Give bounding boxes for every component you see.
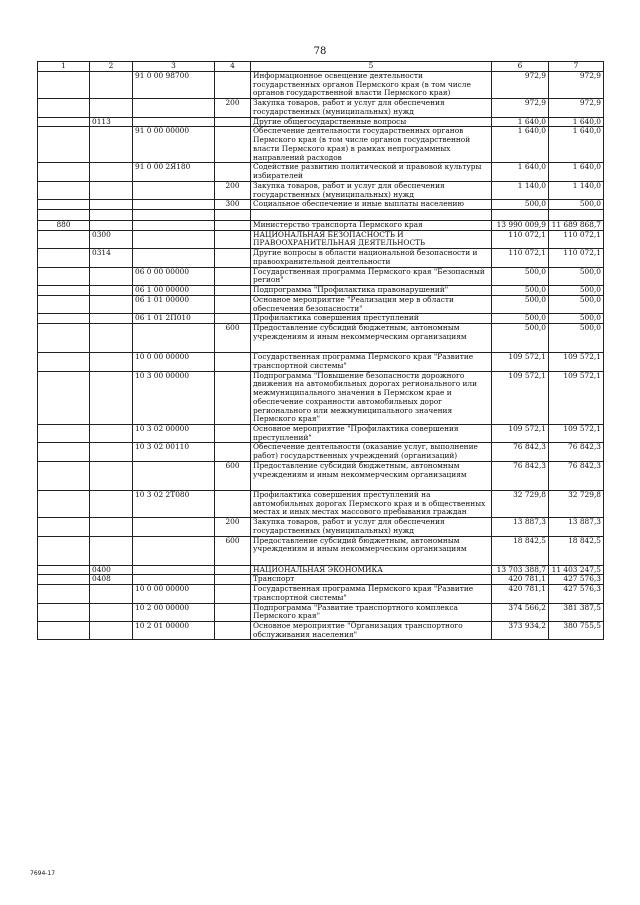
amount-year-1-cell: 109 572,1 bbox=[492, 353, 549, 371]
amount-year-1-cell: 420 781,1 bbox=[492, 585, 549, 603]
table-body bbox=[38, 72, 604, 640]
section-code-cell bbox=[90, 585, 133, 603]
header-cell: 4 bbox=[215, 62, 251, 72]
department-code-cell bbox=[38, 99, 90, 117]
amount-year-1-cell: 500,0 bbox=[492, 314, 549, 324]
department-code-cell bbox=[38, 621, 90, 639]
expense-type-cell bbox=[215, 230, 251, 248]
expense-type-cell bbox=[215, 603, 251, 621]
department-code-cell bbox=[38, 286, 90, 296]
department-code-cell bbox=[38, 230, 90, 248]
amount-year-1-cell: 500,0 bbox=[492, 324, 549, 353]
expense-type-cell bbox=[215, 371, 251, 424]
section-code-cell bbox=[90, 221, 133, 231]
table-row bbox=[38, 221, 604, 231]
table-row bbox=[38, 518, 604, 536]
description-cell: Социальное обеспечение и иные выплаты населению bbox=[251, 200, 492, 210]
section-code-cell bbox=[90, 353, 133, 371]
amount-year-1-cell: 110 072,1 bbox=[492, 230, 549, 248]
description-cell: Другие вопросы в области национальной безопасности и правоохранительной деятельности bbox=[251, 249, 492, 267]
amount-year-2-cell: 380 755,5 bbox=[549, 621, 604, 639]
section-code-cell bbox=[90, 490, 133, 517]
table-row bbox=[38, 371, 604, 424]
amount-year-2-cell: 500,0 bbox=[549, 324, 604, 353]
description-cell: Обеспечение деятельности государственных органов Пермского края (в том числе органов государственной власти Пермского края) в рамках непрограммных направлений расходов bbox=[251, 127, 492, 163]
table-row bbox=[38, 536, 604, 565]
department-code-cell bbox=[38, 536, 90, 565]
header-cell: 5 bbox=[251, 62, 492, 72]
department-code-cell bbox=[38, 181, 90, 199]
amount-year-2-cell: 500,0 bbox=[549, 286, 604, 296]
target-article-cell bbox=[133, 536, 215, 565]
amount-year-1-cell: 1 140,0 bbox=[492, 181, 549, 199]
amount-year-2-cell bbox=[549, 210, 604, 221]
expense-type-cell bbox=[215, 210, 251, 221]
amount-year-1-cell: 500,0 bbox=[492, 286, 549, 296]
description-cell: НАЦИОНАЛЬНАЯ ЭКОНОМИКА bbox=[251, 565, 492, 575]
target-article-cell bbox=[133, 210, 215, 221]
department-code-cell bbox=[38, 117, 90, 127]
description-cell: НАЦИОНАЛЬНАЯ БЕЗОПАСНОСТЬ И ПРАВООХРАНИТЕЛЬНАЯ ДЕЯТЕЛЬНОСТЬ bbox=[251, 230, 492, 248]
amount-year-2-cell: 381 387,5 bbox=[549, 603, 604, 621]
description-cell: Обеспечение деятельности (оказание услуг, выполнение работ) государственных учреждений (организаций) bbox=[251, 443, 492, 461]
expense-type-cell bbox=[215, 221, 251, 231]
target-article-cell bbox=[133, 518, 215, 536]
expense-type-cell bbox=[215, 443, 251, 461]
amount-year-1-cell: 110 072,1 bbox=[492, 249, 549, 267]
amount-year-1-cell: 420 781,1 bbox=[492, 575, 549, 585]
department-code-cell bbox=[38, 200, 90, 210]
description-cell: Государственная программа Пермского края "Развитие транспортной системы" bbox=[251, 585, 492, 603]
description-cell: Подпрограмма "Профилактика правонарушений" bbox=[251, 286, 492, 296]
description-cell: Подпрограмма "Развитие транспортного комплекса Пермского края" bbox=[251, 603, 492, 621]
amount-year-2-cell: 1 640,0 bbox=[549, 163, 604, 181]
table-row bbox=[38, 117, 604, 127]
department-code-cell bbox=[38, 210, 90, 221]
section-code-cell bbox=[90, 295, 133, 313]
amount-year-1-cell: 1 640,0 bbox=[492, 127, 549, 163]
expense-type-cell bbox=[215, 424, 251, 442]
amount-year-1-cell: 500,0 bbox=[492, 200, 549, 210]
target-article-cell: 10 2 00 00000 bbox=[133, 603, 215, 621]
expense-type-cell: 200 bbox=[215, 99, 251, 117]
section-code-cell bbox=[90, 267, 133, 285]
department-code-cell bbox=[38, 72, 90, 99]
amount-year-1-cell: 1 640,0 bbox=[492, 117, 549, 127]
amount-year-1-cell: 109 572,1 bbox=[492, 371, 549, 424]
header-cell: 6 bbox=[492, 62, 549, 72]
section-code-cell: 0300 bbox=[90, 230, 133, 248]
table-row bbox=[38, 603, 604, 621]
target-article-cell: 10 0 00 00000 bbox=[133, 353, 215, 371]
amount-year-2-cell: 1 140,0 bbox=[549, 181, 604, 199]
department-code-cell bbox=[38, 249, 90, 267]
amount-year-2-cell: 427 576,3 bbox=[549, 585, 604, 603]
table-row bbox=[38, 286, 604, 296]
amount-year-2-cell: 1 640,0 bbox=[549, 127, 604, 163]
expense-type-cell: 200 bbox=[215, 181, 251, 199]
section-code-cell bbox=[90, 200, 133, 210]
target-article-cell: 06 1 01 00000 bbox=[133, 295, 215, 313]
amount-year-2-cell: 109 572,1 bbox=[549, 353, 604, 371]
amount-year-1-cell: 76 842,3 bbox=[492, 461, 549, 490]
description-cell: Закупка товаров, работ и услуг для обеспечения государственных (муниципальных) нужд bbox=[251, 181, 492, 199]
amount-year-2-cell: 11 403 247,5 bbox=[549, 565, 604, 575]
header-cell: 1 bbox=[38, 62, 90, 72]
department-code-cell bbox=[38, 371, 90, 424]
table-row bbox=[38, 181, 604, 199]
expense-type-cell bbox=[215, 163, 251, 181]
section-code-cell bbox=[90, 424, 133, 442]
target-article-cell bbox=[133, 324, 215, 353]
target-article-cell: 91 0 00 00000 bbox=[133, 127, 215, 163]
department-code-cell bbox=[38, 565, 90, 575]
description-cell: Основное мероприятие "Реализация мер в области обеспечения безопасности" bbox=[251, 295, 492, 313]
target-article-cell bbox=[133, 117, 215, 127]
department-code-cell bbox=[38, 353, 90, 371]
target-article-cell: 10 0 00 00000 bbox=[133, 585, 215, 603]
section-code-cell bbox=[90, 324, 133, 353]
footer-code: 7694-17 bbox=[30, 870, 56, 877]
table-row bbox=[38, 99, 604, 117]
department-code-cell bbox=[38, 585, 90, 603]
target-article-cell bbox=[133, 230, 215, 248]
description-cell: Министерство транспорта Пермского края bbox=[251, 221, 492, 231]
department-code-cell bbox=[38, 490, 90, 517]
amount-year-1-cell: 374 566,2 bbox=[492, 603, 549, 621]
section-code-cell: 0113 bbox=[90, 117, 133, 127]
table-row bbox=[38, 163, 604, 181]
table-row bbox=[38, 490, 604, 517]
table-row bbox=[38, 295, 604, 313]
target-article-cell: 10 3 02 00000 bbox=[133, 424, 215, 442]
header-cell: 3 bbox=[133, 62, 215, 72]
table-row bbox=[38, 575, 604, 585]
expense-type-cell bbox=[215, 127, 251, 163]
amount-year-1-cell: 13 703 388,7 bbox=[492, 565, 549, 575]
expense-type-cell bbox=[215, 314, 251, 324]
amount-year-1-cell bbox=[492, 210, 549, 221]
description-cell: Предоставление субсидий бюджетным, автономным учреждениям и иным некоммерческим организациям bbox=[251, 536, 492, 565]
amount-year-2-cell: 11 689 868,7 bbox=[549, 221, 604, 231]
amount-year-2-cell: 110 072,1 bbox=[549, 249, 604, 267]
department-code-cell bbox=[38, 295, 90, 313]
target-article-cell bbox=[133, 565, 215, 575]
amount-year-1-cell: 972,9 bbox=[492, 99, 549, 117]
expense-type-cell: 200 bbox=[215, 518, 251, 536]
target-article-cell: 91 0 00 98700 bbox=[133, 72, 215, 99]
target-article-cell: 10 3 02 2Т080 bbox=[133, 490, 215, 517]
target-article-cell: 10 3 02 00110 bbox=[133, 443, 215, 461]
description-cell: Предоставление субсидий бюджетным, автономным учреждениям и иным некоммерческим организациям bbox=[251, 461, 492, 490]
department-code-cell bbox=[38, 267, 90, 285]
header-cell: 2 bbox=[90, 62, 133, 72]
header-cell: 7 bbox=[549, 62, 604, 72]
section-code-cell bbox=[90, 210, 133, 221]
department-code-cell: 880 bbox=[38, 221, 90, 231]
section-code-cell bbox=[90, 443, 133, 461]
description-cell: Информационное освещение деятельности государственных органов Пермского края (в том числе органов государственной власти Пермского края) bbox=[251, 72, 492, 99]
amount-year-1-cell: 76 842,3 bbox=[492, 443, 549, 461]
department-code-cell bbox=[38, 443, 90, 461]
target-article-cell bbox=[133, 181, 215, 199]
table-row bbox=[38, 230, 604, 248]
description-cell: Основное мероприятие "Профилактика совершения преступлений" bbox=[251, 424, 492, 442]
section-code-cell: 0314 bbox=[90, 249, 133, 267]
amount-year-2-cell: 1 640,0 bbox=[549, 117, 604, 127]
description-cell: Профилактика совершения преступлений на автомобильных дорогах Пермского края и в общественных местах и иных местах массового пребывания граждан bbox=[251, 490, 492, 517]
amount-year-2-cell: 500,0 bbox=[549, 295, 604, 313]
amount-year-1-cell: 13 990 009,9 bbox=[492, 221, 549, 231]
amount-year-1-cell: 500,0 bbox=[492, 267, 549, 285]
amount-year-2-cell: 13 887,3 bbox=[549, 518, 604, 536]
amount-year-2-cell: 32 729,8 bbox=[549, 490, 604, 517]
amount-year-1-cell: 13 887,3 bbox=[492, 518, 549, 536]
table-row bbox=[38, 621, 604, 639]
table-row bbox=[38, 200, 604, 210]
description-cell: Закупка товаров, работ и услуг для обеспечения государственных (муниципальных) нужд bbox=[251, 99, 492, 117]
amount-year-1-cell: 500,0 bbox=[492, 295, 549, 313]
description-cell: Подпрограмма "Повышение безопасности дорожного движения на автомобильных дорогах регионального или межмуниципального значения в Пермском крае и обеспечение сохранности автомобильных дорог регионального или межмуниципального значения Пермского края" bbox=[251, 371, 492, 424]
amount-year-1-cell: 1 640,0 bbox=[492, 163, 549, 181]
section-code-cell bbox=[90, 518, 133, 536]
table-row bbox=[38, 424, 604, 442]
target-article-cell bbox=[133, 249, 215, 267]
table-row bbox=[38, 127, 604, 163]
section-code-cell bbox=[90, 72, 133, 99]
table-row bbox=[38, 72, 604, 99]
expense-type-cell bbox=[215, 267, 251, 285]
amount-year-2-cell: 427 576,3 bbox=[549, 575, 604, 585]
description-cell: Государственная программа Пермского края "Развитие транспортной системы" bbox=[251, 353, 492, 371]
amount-year-2-cell: 500,0 bbox=[549, 267, 604, 285]
section-code-cell bbox=[90, 286, 133, 296]
target-article-cell bbox=[133, 575, 215, 585]
amount-year-2-cell: 109 572,1 bbox=[549, 424, 604, 442]
expense-type-cell bbox=[215, 295, 251, 313]
expense-type-cell bbox=[215, 490, 251, 517]
description-cell: Предоставление субсидий бюджетным, автономным учреждениям и иным некоммерческим организациям bbox=[251, 324, 492, 353]
amount-year-1-cell: 972,9 bbox=[492, 72, 549, 99]
amount-year-2-cell: 76 842,3 bbox=[549, 461, 604, 490]
target-article-cell bbox=[133, 99, 215, 117]
section-code-cell bbox=[90, 181, 133, 199]
expense-type-cell bbox=[215, 117, 251, 127]
description-cell: Другие общегосударственные вопросы bbox=[251, 117, 492, 127]
table-row bbox=[38, 461, 604, 490]
expense-type-cell: 300 bbox=[215, 200, 251, 210]
target-article-cell: 91 0 00 2Я180 bbox=[133, 163, 215, 181]
expense-type-cell bbox=[215, 585, 251, 603]
amount-year-1-cell: 32 729,8 bbox=[492, 490, 549, 517]
header-row bbox=[38, 62, 604, 72]
department-code-cell bbox=[38, 163, 90, 181]
table-row bbox=[38, 565, 604, 575]
target-article-cell: 06 1 00 00000 bbox=[133, 286, 215, 296]
section-code-cell bbox=[90, 163, 133, 181]
section-code-cell: 0408 bbox=[90, 575, 133, 585]
section-code-cell bbox=[90, 536, 133, 565]
department-code-cell bbox=[38, 603, 90, 621]
table-row bbox=[38, 324, 604, 353]
expense-type-cell: 600 bbox=[215, 536, 251, 565]
department-code-cell bbox=[38, 424, 90, 442]
target-article-cell bbox=[133, 200, 215, 210]
page-number: 78 bbox=[313, 46, 327, 57]
section-code-cell bbox=[90, 314, 133, 324]
amount-year-1-cell: 18 842,5 bbox=[492, 536, 549, 565]
department-code-cell bbox=[38, 324, 90, 353]
expense-type-cell bbox=[215, 286, 251, 296]
department-code-cell bbox=[38, 575, 90, 585]
expense-type-cell: 600 bbox=[215, 461, 251, 490]
department-code-cell bbox=[38, 314, 90, 324]
amount-year-2-cell: 18 842,5 bbox=[549, 536, 604, 565]
table-row bbox=[38, 249, 604, 267]
spacer-row bbox=[38, 210, 604, 221]
expense-type-cell bbox=[215, 575, 251, 585]
description-cell: Содействие развитию политической и правовой культуры избирателей bbox=[251, 163, 492, 181]
target-article-cell bbox=[133, 221, 215, 231]
table-row bbox=[38, 443, 604, 461]
description-cell: Транспорт bbox=[251, 575, 492, 585]
department-code-cell bbox=[38, 461, 90, 490]
section-code-cell bbox=[90, 461, 133, 490]
table-row bbox=[38, 585, 604, 603]
description-cell: Государственная программа Пермского края "Безопасный регион" bbox=[251, 267, 492, 285]
budget-table bbox=[37, 61, 604, 640]
amount-year-2-cell: 109 572,1 bbox=[549, 371, 604, 424]
expense-type-cell bbox=[215, 353, 251, 371]
description-cell bbox=[251, 210, 492, 221]
section-code-cell: 0400 bbox=[90, 565, 133, 575]
section-code-cell bbox=[90, 371, 133, 424]
target-article-cell: 10 2 01 00000 bbox=[133, 621, 215, 639]
expense-type-cell: 600 bbox=[215, 324, 251, 353]
department-code-cell bbox=[38, 518, 90, 536]
target-article-cell: 10 3 00 00000 bbox=[133, 371, 215, 424]
amount-year-1-cell: 373 934,2 bbox=[492, 621, 549, 639]
expense-type-cell bbox=[215, 72, 251, 99]
description-cell: Профилактика совершения преступлений bbox=[251, 314, 492, 324]
target-article-cell: 06 0 00 00000 bbox=[133, 267, 215, 285]
amount-year-2-cell: 500,0 bbox=[549, 200, 604, 210]
description-cell: Основное мероприятие "Организация транспортного обслуживания населения" bbox=[251, 621, 492, 639]
table-row bbox=[38, 314, 604, 324]
amount-year-2-cell: 972,9 bbox=[549, 99, 604, 117]
table-row bbox=[38, 267, 604, 285]
target-article-cell: 06 1 01 2П010 bbox=[133, 314, 215, 324]
amount-year-2-cell: 500,0 bbox=[549, 314, 604, 324]
section-code-cell bbox=[90, 603, 133, 621]
target-article-cell bbox=[133, 461, 215, 490]
expense-type-cell bbox=[215, 249, 251, 267]
expense-type-cell bbox=[215, 565, 251, 575]
amount-year-2-cell: 110 072,1 bbox=[549, 230, 604, 248]
table-row bbox=[38, 353, 604, 371]
section-code-cell bbox=[90, 127, 133, 163]
description-cell: Закупка товаров, работ и услуг для обеспечения государственных (муниципальных) нужд bbox=[251, 518, 492, 536]
expense-type-cell bbox=[215, 621, 251, 639]
section-code-cell bbox=[90, 621, 133, 639]
section-code-cell bbox=[90, 99, 133, 117]
amount-year-2-cell: 76 842,3 bbox=[549, 443, 604, 461]
amount-year-2-cell: 972,9 bbox=[549, 72, 604, 99]
amount-year-1-cell: 109 572,1 bbox=[492, 424, 549, 442]
department-code-cell bbox=[38, 127, 90, 163]
